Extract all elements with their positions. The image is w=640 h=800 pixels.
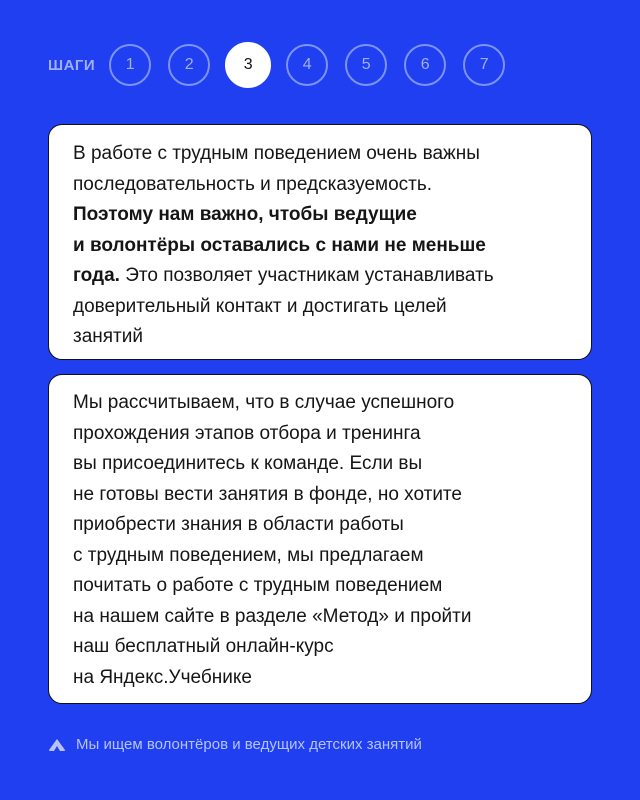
step-7[interactable]: 7 <box>463 44 505 86</box>
card2-line: наш бесплатный онлайн-курс <box>73 636 334 657</box>
card2-line: почитать о работе с трудным поведением <box>73 575 443 596</box>
card2-line: на Яндекс.Учебнике <box>73 666 252 688</box>
card1-line: доверительный контакт и достигать целей <box>73 295 447 317</box>
card1-line-bold: и волонтёры оставались с нами не меньше <box>73 234 486 256</box>
step-1[interactable]: 1 <box>109 44 151 86</box>
card2-line: с трудным поведением, мы предлагаем <box>73 544 424 566</box>
card1-line-mixed <box>73 261 569 292</box>
steps-bar <box>48 42 522 88</box>
step-4[interactable]: 4 <box>286 44 328 86</box>
step-3-active[interactable]: 3 <box>225 42 271 88</box>
card1-line: последовательность и предсказуемость. <box>73 173 433 195</box>
logo-icon <box>48 738 66 752</box>
card2-line: вы присоединитесь к команде. Если вы <box>73 453 423 474</box>
step-6[interactable]: 6 <box>404 44 446 86</box>
card1-bold-fragment: года. <box>73 265 120 286</box>
info-card-training <box>48 374 592 704</box>
card2-line: Мы рассчитываем, что в случае успешного <box>73 392 455 413</box>
card2-line: прохождения этапов отбора и тренинга <box>73 422 421 444</box>
footer-text: Мы ищем волонтёров и ведущих детских занятий <box>76 736 422 753</box>
card2-line: приобрести знания в области работы <box>73 514 404 535</box>
card1-line-bold: Поэтому нам важно, чтобы ведущие <box>73 204 417 225</box>
card2-line: не готовы вести занятия в фонде, но хотите <box>73 483 462 505</box>
card2-line: на нашем сайте в разделе «Метод» и пройти <box>73 605 472 627</box>
step-5[interactable]: 5 <box>345 44 387 86</box>
footer <box>48 736 422 753</box>
card1-line: занятий <box>73 326 143 347</box>
card1-line: В работе с трудным поведением очень важны <box>73 143 480 164</box>
card1-regular-fragment: Это позволяет участникам устанавливать <box>119 265 494 286</box>
info-card-consistency <box>48 124 592 360</box>
step-2[interactable]: 2 <box>168 44 210 86</box>
steps-label: ШАГИ <box>48 56 96 74</box>
